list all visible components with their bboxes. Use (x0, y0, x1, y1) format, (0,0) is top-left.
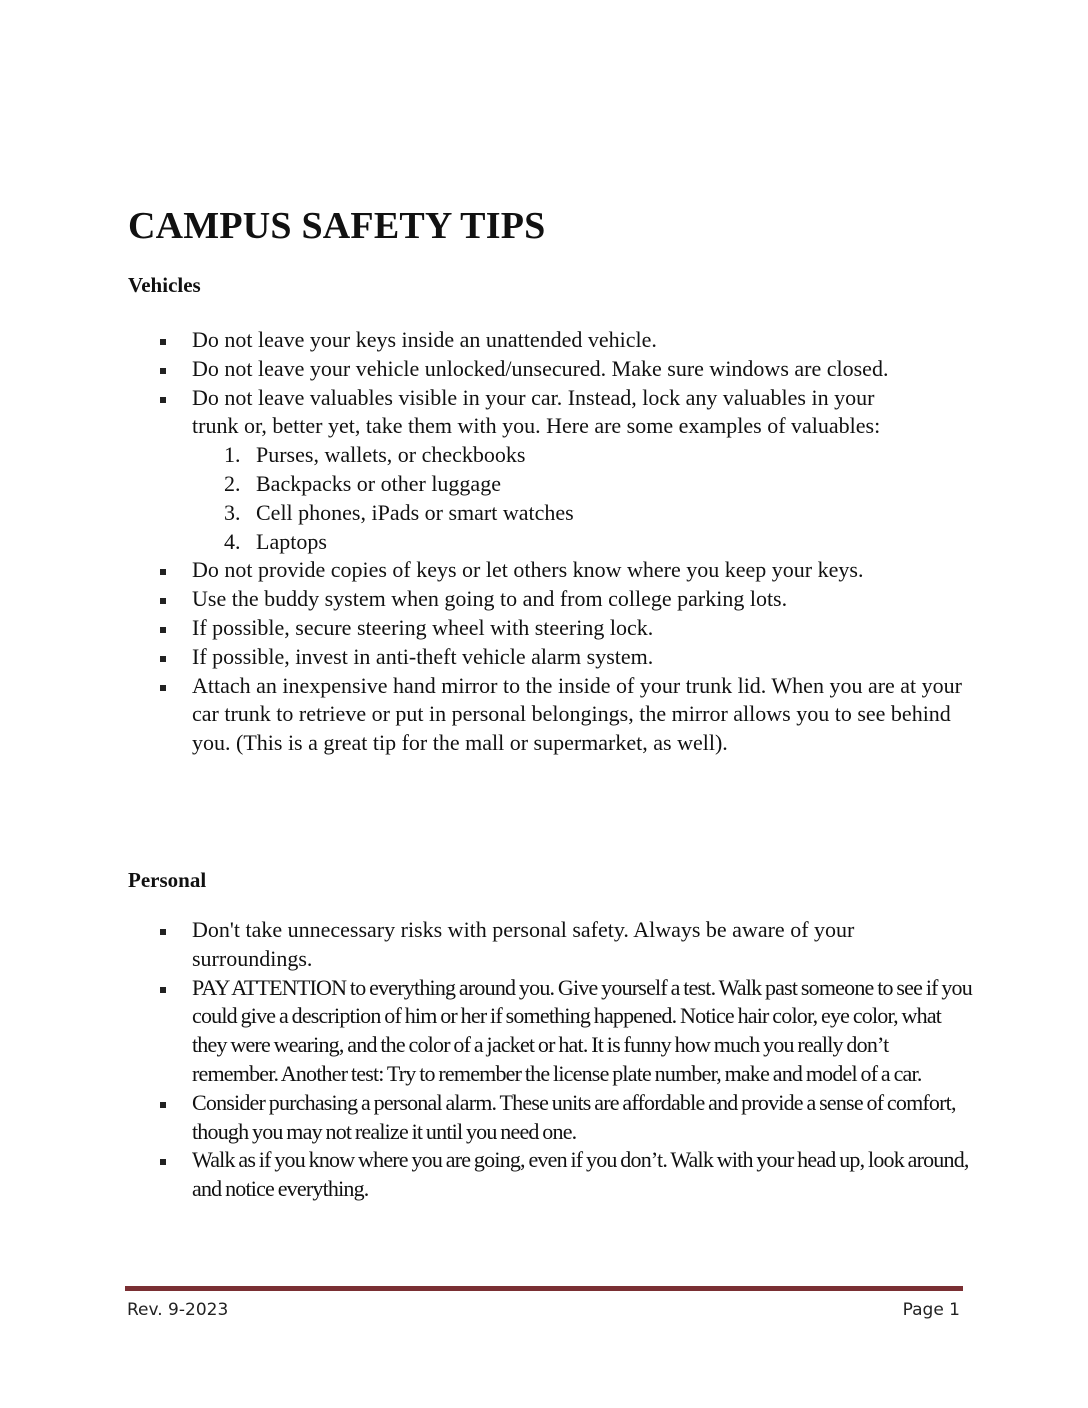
list-number: 3. (224, 499, 241, 525)
valuables-list (192, 441, 922, 556)
list-item (192, 528, 922, 557)
square-bullet-icon (160, 397, 166, 403)
list-item (128, 556, 968, 585)
list-item (128, 355, 912, 384)
list-item (128, 1089, 972, 1147)
valuable-text: Backpacks or other luggage (256, 470, 501, 496)
tip-text: If possible, invest in anti-theft vehicle alarm system. (192, 643, 654, 669)
square-bullet-icon (160, 929, 166, 935)
valuable-text: Laptops (256, 528, 327, 554)
list-item (192, 499, 922, 528)
square-bullet-icon (160, 656, 166, 662)
page-title: CAMPUS SAFETY TIPS (128, 205, 546, 247)
tip-text: Do not leave your keys inside an unattended vehicle. (192, 327, 657, 352)
list-item (128, 916, 932, 974)
list-item (192, 441, 922, 470)
list-item (128, 585, 968, 614)
tip-text: Walk as if you know where you are going, even if you don’t. Walk with your head up, look around, and notice everything. (192, 1147, 969, 1202)
square-bullet-icon (160, 685, 166, 691)
list-item (128, 326, 968, 355)
tip-text: Do not leave valuables visible in your car. Instead, lock any valuables in your trunk or, better yet, take them with you. Here are some examples of valuables: (192, 384, 881, 439)
list-number: 2. (224, 470, 241, 496)
personal-tips-list (128, 916, 972, 1204)
list-item (192, 470, 922, 499)
section-heading-vehicles: Vehicles (128, 273, 201, 297)
revision-label: Rev. 9-2023 (127, 1300, 229, 1320)
square-bullet-icon (160, 627, 166, 633)
tip-text: Use the buddy system when going to and from college parking lots. (192, 586, 788, 612)
list-item (128, 643, 968, 672)
tip-text: Do not leave your vehicle unlocked/unsecured. Make sure windows are closed. (192, 355, 889, 381)
tip-text: Do not provide copies of keys or let others know where you keep your keys. (192, 557, 864, 583)
valuable-text: Cell phones, iPads or smart watches (256, 499, 574, 525)
footer-divider (125, 1286, 963, 1291)
list-item (128, 974, 972, 1089)
square-bullet-icon (160, 339, 166, 345)
square-bullet-icon (160, 1102, 166, 1108)
list-number: 1. (224, 442, 241, 468)
tip-text: Consider purchasing a personal alarm. These units are affordable and provide a sense of comfort, though you may not realize it until you need one. (192, 1089, 956, 1144)
tip-text: Don't take unnecessary risks with personal safety. Always be aware of your surroundings. (192, 917, 855, 971)
square-bullet-icon (160, 569, 166, 575)
tip-text: Attach an inexpensive hand mirror to the inside of your trunk lid. When you are at your car trunk to retrieve or put in personal belongings, the mirror allows you to see behind you. (This is a great tip for the mall or supermarket, as well). (192, 672, 962, 756)
valuable-text: Purses, wallets, or checkbooks (256, 442, 526, 468)
list-item (128, 1146, 972, 1204)
section-heading-personal: Personal (128, 868, 207, 892)
list-item (128, 672, 972, 758)
tip-text: PAY ATTENTION to everything around you. Give yourself a test. Walk past someone to see if you could give a description of him or her if something happened. Notice hair color, eye color, what they were wearing, and the color of a jacket or hat. It is funny how much you really don’t remember. Another test: Try to remember the license plate number, make and model of a car. (192, 974, 972, 1086)
square-bullet-icon (160, 598, 166, 604)
square-bullet-icon (160, 987, 166, 993)
vehicles-tips-list (128, 326, 968, 758)
square-bullet-icon (160, 1159, 166, 1165)
list-item (128, 614, 968, 643)
list-number: 4. (224, 528, 241, 554)
list-item (128, 384, 922, 557)
square-bullet-icon (160, 368, 166, 374)
tip-text: If possible, secure steering wheel with steering lock. (192, 614, 654, 640)
page-number: Page 1 (902, 1300, 960, 1320)
